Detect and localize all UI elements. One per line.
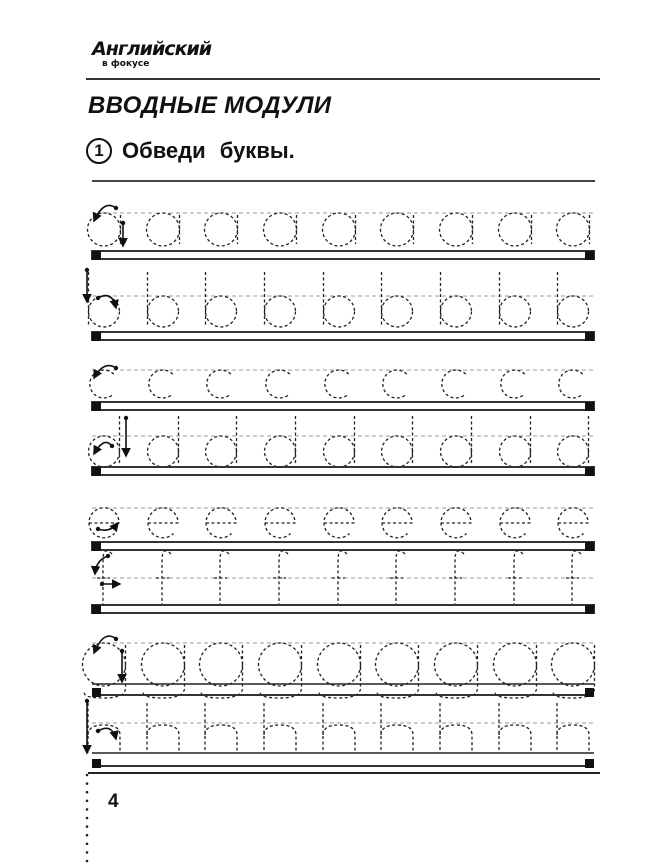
dotted-margin — [86, 774, 89, 863]
section-title: ВВОДНЫЕ МОДУЛИ — [88, 92, 332, 119]
logo-subtitle: в фокусе — [102, 59, 150, 69]
logo-title: Английский — [92, 38, 212, 60]
page-number: 4 — [108, 791, 119, 812]
task-number-badge: 1 — [86, 138, 112, 164]
task-instruction: Обведи буквы. — [122, 138, 295, 163]
